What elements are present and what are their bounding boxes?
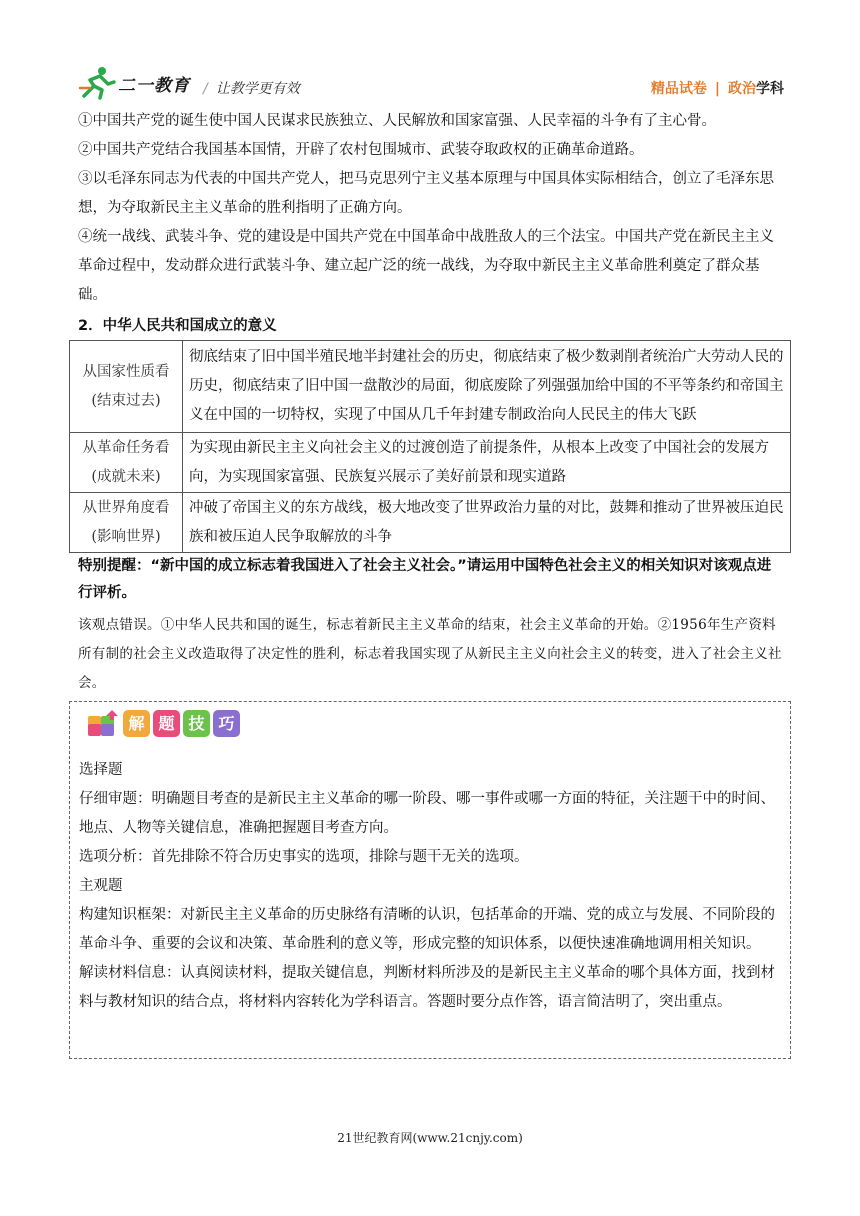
row-key (70, 341, 183, 433)
row-key-sub: (结束过去) (91, 392, 161, 409)
subject-suffix: 学科 (756, 81, 784, 97)
runner-logo-icon (78, 66, 116, 100)
brand-logo (78, 66, 190, 100)
intro-item-2: ②中国共产党结合我国基本国情，开辟了农村包围城市、武装夺取政权的正确革命道路。 (78, 142, 644, 158)
row-key-sub: (影响世界) (91, 528, 161, 545)
subject-label (651, 78, 784, 98)
badge-char: 技 (183, 710, 210, 737)
page-header (78, 62, 784, 106)
tips-line: 仔细审题：明确题目考查的是新民主主义革命的哪一阶段、哪一事件或哪一方面的特征，关注题干中的时间、地点、人物等关键信息，准确把握题目考查方向。 (79, 791, 775, 836)
row-value: 冲破了帝国主义的东方战线，极大地改变了世界政治力量的对比，鼓舞和推动了世界被压迫民族和被压迫人民争取解放的斗争 (183, 493, 791, 553)
badge-char: 题 (153, 710, 180, 737)
slogan-text: 让教学更有效 (215, 81, 300, 97)
row-key-main: 从革命任务看 (82, 439, 170, 456)
header-divider: | (714, 81, 720, 97)
intro-list (78, 107, 784, 310)
brand-name: 二一教育 (118, 75, 190, 96)
tips-heading: 选择题 (79, 762, 123, 778)
section-title: 2．中华人民共和国成立的意义 (78, 318, 277, 334)
tips-line: 构建知识框架：对新民主主义革命的历史脉络有清晰的认识，包括革命的开端、党的成立与发展、不同阶段的革命斗争、重要的会议和决策、革命胜利的意义等，形成完整的知识体系，以便快速准确地调用相关知识。 (79, 907, 775, 952)
row-key-sub: (成就未来) (91, 468, 161, 485)
tips-heading: 主观题 (79, 878, 123, 894)
tips-body (79, 756, 785, 1017)
tips-box (69, 701, 791, 1059)
table-row (70, 493, 791, 553)
significance-table (69, 340, 791, 553)
row-key (70, 433, 183, 493)
intro-item-4: ④统一战线、武装斗争、党的建设是中国共产党在中国革命中战胜敌人的三个法宝。中国共产党在新民主主义革命过程中，发动群众进行武装斗争、建立起广泛的统一战线，为夺取中新民主主义革命胜利奠定了群众基础。 (78, 229, 774, 303)
row-key (70, 493, 183, 553)
badge-char: 解 (123, 710, 150, 737)
tips-badge (86, 708, 240, 738)
special-notice: 特别提醒：“新中国的成立标志着我国进入了社会主义社会。”请运用中国特色社会主义的相关知识对该观点进行评析。 (78, 558, 772, 601)
puzzle-icon (86, 708, 120, 738)
row-key-main: 从国家性质看 (82, 363, 170, 380)
page-footer: 21世纪教育网(www.21cnjy.com) (337, 1131, 523, 1145)
tips-line: 选项分析：首先排除不符合历史事实的选项，排除与题干无关的选项。 (79, 849, 529, 865)
table-row (70, 433, 791, 493)
badge-char: 巧 (213, 710, 240, 737)
slogan: / 让教学更有效 (203, 81, 300, 97)
subject-name: 政治 (728, 81, 756, 97)
intro-item-1: ①中国共产党的诞生使中国人民谋求民族独立、人民解放和国家富强、人民幸福的斗争有了主心骨。 (78, 113, 716, 129)
row-value: 为实现由新民主主义向社会主义的过渡创造了前提条件，从根本上改变了中国社会的发展方向，为实现国家富强、民族复兴展示了美好前景和现实道路 (183, 433, 791, 493)
tips-line: 解读材料信息：认真阅读材料，提取关键信息，判断材料所涉及的是新民主主义革命的哪个具体方面，找到材料与教材知识的结合点，将材料内容转化为学科语言。答题时要分点作答，语言简洁明了，突出重点。 (79, 965, 775, 1010)
table-row (70, 341, 791, 433)
row-key-main: 从世界角度看 (82, 499, 170, 516)
answer-text: 该观点错误。①中华人民共和国的诞生，标志着新民主主义革命的结束，社会主义革命的开始。②1956年生产资料所有制的社会主义改造取得了决定性的胜利，标志着我国实现了从新民主主义向社会主义的转变，进入了社会主义社会。 (78, 617, 782, 691)
paper-type: 精品试卷 (650, 81, 707, 97)
row-value: 彻底结束了旧中国半殖民地半封建社会的历史，彻底结束了极少数剥削者统治广大劳动人民的历史，彻底结束了旧中国一盘散沙的局面，彻底废除了列强强加给中国的不平等条约和帝国主义在中国的一切特权，实现了中国从几千年封建专制政治向人民民主的伟大飞跃 (183, 341, 791, 433)
intro-item-3: ③以毛泽东同志为代表的中国共产党人，把马克思列宁主义基本原理与中国具体实际相结合，创立了毛泽东思想，为夺取新民主主义革命的胜利指明了正确方向。 (78, 171, 774, 216)
